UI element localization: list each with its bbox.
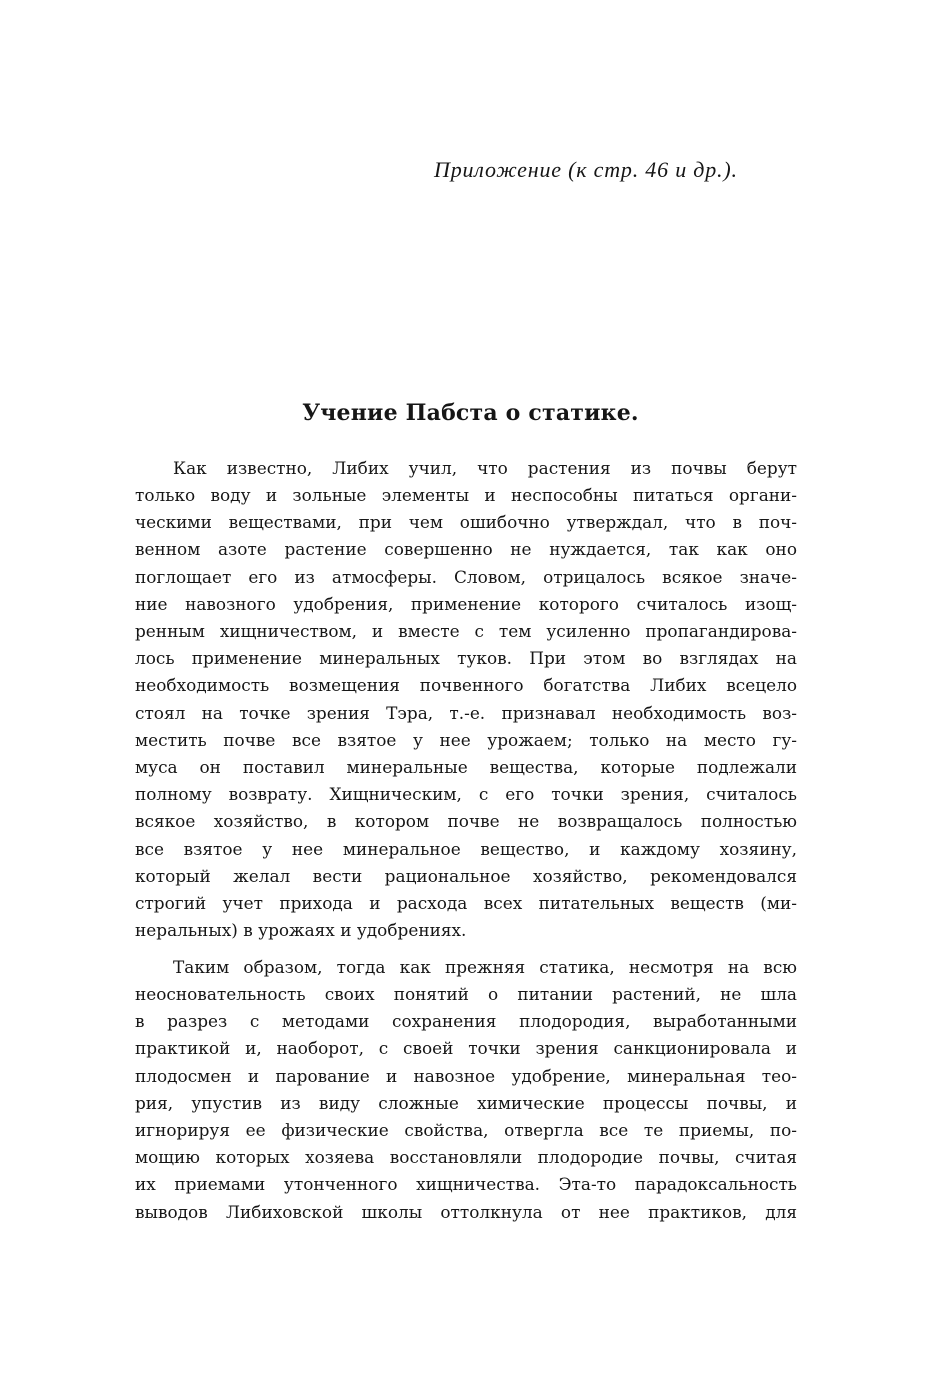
text-line: игнорируя ее физические свойства, отвергла все те приемы, по- [135,1120,797,1140]
text-line: строгий учет прихода и расхода всех питательных веществ (ми- [135,893,797,913]
text-line: выводов Либиховской школы оттолкнула от нее практиков, для [135,1202,797,1222]
text-line: всякое хозяйство, в котором почве не возвращалось полностью [135,811,797,831]
text-line: полному возврату. Хищническим, с его точки зрения, считалось [135,784,797,804]
text-line: только воду и зольные элементы и неспособны питаться органи- [135,485,797,505]
text-line: стоял на точке зрения Тэра, т.-е. признавал необходимость воз- [135,703,797,723]
text-line: мощию которых хозяева восстановляли плодородие почвы, считая [135,1147,797,1167]
section-title: Учение Пабста о статике. [302,400,639,426]
text-line: который желал вести рациональное хозяйство, рекомендовался [135,866,797,886]
text-line: практикой и, наоборот, с своей точки зрения санкционировала и [135,1038,797,1058]
text-line: Как известно, Либих учил, что растения из почвы берут [173,458,797,478]
text-line: ние навозного удобрения, применение которого считалось изощ- [135,594,797,614]
text-line: неосновательность своих понятий о питании растений, не шла [135,984,797,1004]
text-line: рия, упустив из виду сложные химические процессы почвы, и [135,1093,797,1113]
text-line: плодосмен и парование и навозное удобрение, минеральная тео- [135,1066,797,1086]
text-line: венном азоте растение совершенно не нуждается, так как оно [135,539,797,559]
text-line: поглощает его из атмосферы. Словом, отрицалось всякое значе- [135,567,797,587]
text-line: местить почве все взятое у нее урожаем; только на место гу- [135,730,797,750]
text-line: ческими веществами, при чем ошибочно утверждал, что в поч- [135,512,797,532]
text-line: ренным хищничеством, и вместе с тем усиленно пропагандирова- [135,621,797,641]
text-line: в разрез с методами сохранения плодородия, выработанными [135,1011,797,1031]
text-line: неральных) в урожаях и удобрениях. [135,920,467,940]
text-line: муса он поставил минеральные вещества, которые подлежали [135,757,797,777]
appendix-note: Приложение (к стр. 46 и др.). [434,157,738,182]
text-line: необходимость возмещения почвенного богатства Либих всецело [135,675,797,695]
text-line: лось применение минеральных туков. При этом во взглядах на [135,648,797,668]
text-line: их приемами утонченного хищничества. Эта-то парадоксальность [135,1174,797,1194]
text-line: Таким образом, тогда как прежняя статика, несмотря на всю [173,957,797,977]
text-line: все взятое у нее минеральное вещество, и каждому хозяину, [135,839,797,859]
